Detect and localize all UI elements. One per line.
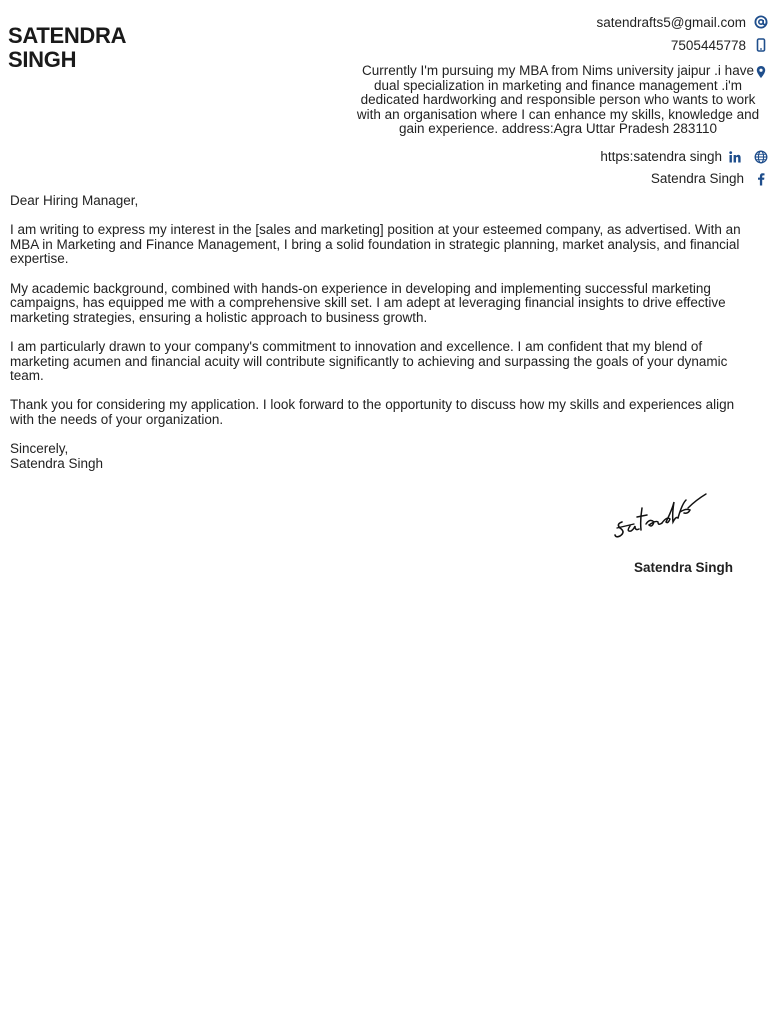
- about-text: Currently I'm pursuing my MBA from Nims university jaipur .i have dual specialization in marketing and finance management .i'm dedicated hardworking and responsible person who wants to work with an organisation where I can enhance my skills, knowledge and gain experience. address:Agra Uttar Pradesh 283110: [356, 63, 760, 137]
- linkedin-icon[interactable]: [728, 150, 742, 164]
- closing-block: [10, 442, 750, 471]
- candidate-name: [8, 24, 208, 72]
- salutation: Dear Hiring Manager,: [10, 193, 139, 208]
- phone-text[interactable]: 7505445778: [670, 37, 746, 53]
- letter-body: [10, 194, 750, 471]
- email-text[interactable]: satendrafts5@gmail.com: [596, 14, 746, 30]
- contact-about-row: [348, 64, 768, 137]
- letter-paragraph: I am particularly drawn to your company's commitment to innovation and excellence. I am confident that my blend of marketing acumen and financial acuity will contribute significantly to achieving and surpassing the goals of your dynamic team.: [10, 338, 728, 384]
- facebook-text[interactable]: Satendra Singh: [650, 171, 744, 187]
- letter-paragraph: Thank you for considering my application. I look forward to the opportunity to discuss how my skills and experiences align with the needs of your organization.: [10, 397, 735, 427]
- letter-paragraph: My academic background, combined with hands-on experience in developing and implementing successful marketing campaigns, has equipped me with a comprehensive skill set. I am adept at leveraging financial insights to drive effective marketing strategies, ensuring a holistic approach to business growth.: [10, 280, 726, 325]
- website-text[interactable]: https:satendra singh: [600, 149, 722, 165]
- last-name: SINGH: [8, 47, 77, 72]
- contact-block: [348, 12, 768, 189]
- signature-printed-name: Satendra Singh: [634, 560, 734, 575]
- contact-email-row: [348, 12, 768, 32]
- location-pin-icon: [754, 65, 768, 79]
- contact-phone-row: [348, 34, 768, 56]
- closing-name: Satendra Singh: [10, 455, 104, 471]
- handwritten-signature: [612, 486, 708, 542]
- first-name: SATENDRA: [8, 23, 127, 48]
- contact-web-row: [348, 147, 768, 167]
- contact-facebook-row: [348, 169, 768, 189]
- globe-icon: [754, 150, 768, 164]
- mobile-phone-icon: [754, 38, 768, 52]
- facebook-icon[interactable]: [754, 172, 768, 186]
- at-sign-icon: [754, 15, 768, 29]
- closing-text: Sincerely,: [10, 441, 69, 457]
- letter-paragraph: I am writing to express my interest in the [sales and marketing] position at your esteemed company, as advertised. With an MBA in Marketing and Finance Management, I bring a solid foundation in strategic planning, market analysis, and financial expertise.: [10, 222, 741, 267]
